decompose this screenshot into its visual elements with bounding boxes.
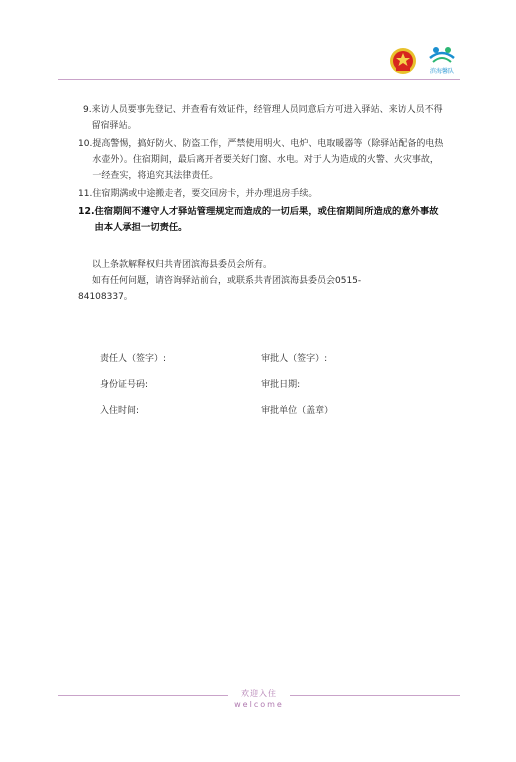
rule-item-9 — [78, 102, 444, 134]
note-interpretation: 以上条款解释权归共青团滨海县委员会所有。 — [92, 260, 273, 270]
approver-signature-label: 审批人（签字）: — [261, 354, 328, 364]
footer-welcome-cn: 欢迎入住 — [241, 689, 277, 698]
team-emblem-icon — [422, 44, 462, 66]
signature-section — [100, 351, 400, 429]
rules-list — [78, 102, 444, 238]
rule-text: 住宿期间不遵守人才驿站管理规定而造成的一切后果，或住宿期间所造成的意外事故由本人承担一切责任。 — [94, 206, 439, 233]
volunteer-team-logo — [422, 44, 462, 78]
note-contact: 如有任何问题，请咨询驿站前台，或联系共青团滨海县委员会0515- — [92, 276, 362, 286]
youth-league-emblem-icon — [388, 46, 418, 76]
notes-section — [78, 257, 444, 305]
footer-welcome-en: welcome — [234, 700, 284, 709]
approval-date-label: 审批日期: — [261, 380, 301, 390]
header-logos — [388, 44, 466, 78]
rule-number: 10. — [78, 139, 93, 149]
rule-number: 9. — [83, 105, 92, 115]
rule-text: 住宿期满或中途搬走者，要交回房卡，并办理退房手续。 — [92, 189, 318, 199]
note-contact-phone: 84108337。 — [78, 292, 133, 302]
footer — [58, 688, 460, 714]
signature-row — [100, 377, 400, 403]
header-divider — [58, 79, 460, 80]
team-logo-text: 滨海馨队 — [429, 68, 454, 75]
rule-text: 来访人员要事先登记、并查看有效证件，经管理人员同意后方可进入驿站、来访人员不得留宿驿站。 — [91, 105, 443, 131]
rule-number: 12. — [78, 206, 95, 217]
signature-row — [100, 403, 400, 429]
rule-item-10 — [78, 136, 444, 184]
rule-number: 11. — [78, 189, 93, 199]
signature-row — [100, 351, 400, 377]
responsible-signature-label: 责任人（签字）: — [100, 354, 167, 364]
rule-text: 提高警惕，搞好防火、防盗工作，严禁使用明火、电炉、电取暖器等（除驿站配备的电热水壶外）。住宿期间，最后离开者要关好门窗、水电。对于人为造成的火警、火灾事故，一经查实，将追究其法律责任。 — [92, 139, 444, 181]
approval-unit-label: 审批单位（盖章） — [261, 406, 334, 416]
rule-item-12 — [78, 204, 444, 236]
checkin-time-label: 入住时间: — [100, 406, 140, 416]
id-number-label: 身份证号码: — [100, 380, 149, 390]
rule-item-11 — [78, 186, 444, 202]
